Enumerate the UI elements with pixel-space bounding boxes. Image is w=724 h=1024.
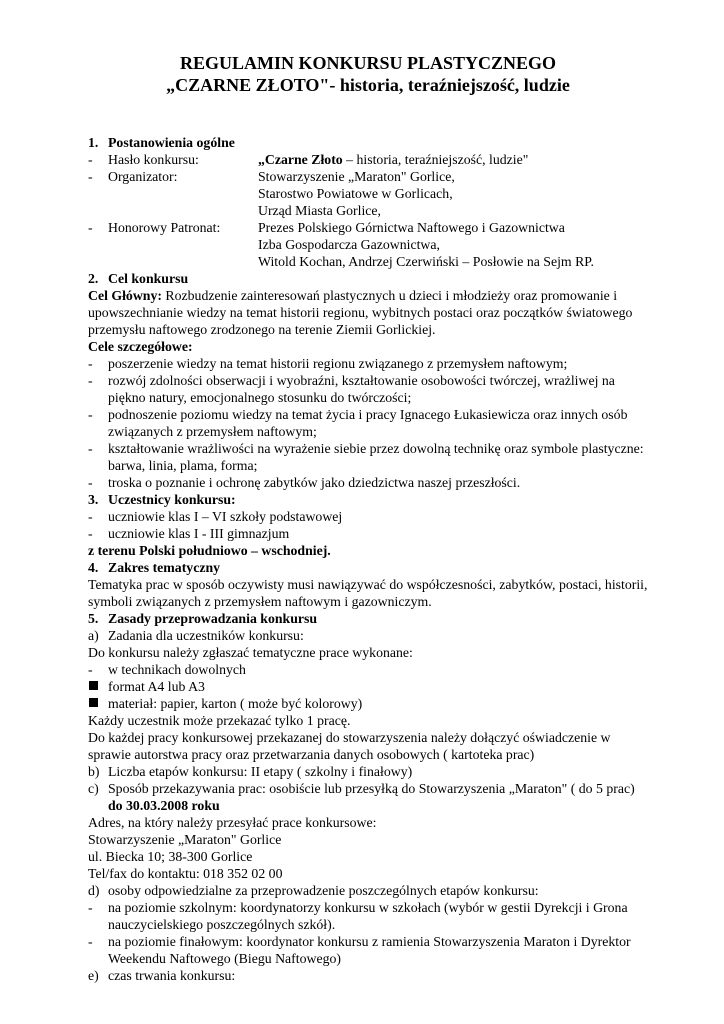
main-goal-paragraph: Cel Główny: Rozbudzenie zainteresowań plastycznych u dzieci i młodzieży oraz promowanie i upowszechnianie wiedzy na temat historii regionu, wybitnych postaci oraz początków światowego przemysłu naftowego zrodzonego na terenie Ziemii Gorlickiej. [88,288,633,337]
list-item: materiał: papier, karton ( może być kolorowy) [88,695,648,712]
list-item: a) Zadania dla uczestników konkursu: [88,628,304,643]
list-item: e) czas trwania konkursu: [88,968,236,983]
region-text: z terenu Polski południowo – wschodniej. [88,543,331,558]
section-3-heading: 3. Uczestnicy konkursu: [88,492,236,507]
section-1-heading: 1. Postanowienia ogólne [88,135,235,150]
patronage-line: Izba Gospodarcza Gazownictwa, [258,237,440,252]
list-item: format A4 lub A3 [88,678,648,695]
square-bullet-icon [89,698,98,707]
organizer-row: - Organizator: Stowarzyszenie „Maraton" Gorlice, [88,169,455,184]
list-item: c) Sposób przekazywania prac: osobiście lub przesyłką do Stowarzyszenia „Maraton" ( do 5 prac) do 30.03.2008 roku [88,781,635,813]
list-item: b) Liczba etapów konkursu: II etapy ( szkolny i finałowy) [88,764,413,779]
address-line: Stowarzyszenie „Maraton" Gorlice [88,832,282,847]
document-title-line1: REGULAMIN KONKURSU PLASTYCZNEGO [179,53,557,73]
list-item: - na poziomie finałowym: koordynator konkursu z ramienia Stowarzyszenia Maraton i Dyrektor Weekendu Naftowego (Biegu Naftowego) [88,934,631,966]
list-item: d) osoby odpowiedzialne za przeprowadzenie poszczególnych etapów konkursu: [88,883,539,898]
organizer-line: Urząd Miasta Gorlice, [258,203,381,218]
one-work-rule: Każdy uczestnik może przekazać tylko 1 pracę. [88,713,351,728]
list-item: - podnoszenie poziomu wiedzy na temat życia i pracy Ignacego Łukasiewicza oraz innych osób związanych z przemysłem naftowym; [88,407,628,439]
list-item: - w technikach dowolnych [88,662,246,677]
list-item: - poszerzenie wiedzy na temat historii regionu związanego z przemysłem naftowym; [88,356,568,371]
address-intro: Adres, na który należy przesyłać prace konkursowe: [88,815,377,830]
detailed-goals-label: Cele szczegółowe: [88,339,193,354]
address-line: ul. Biecka 10; 38-300 Gorlice [88,849,253,864]
address-line: Tel/fax do kontaktu: 018 352 02 00 [88,866,283,881]
list-item: - kształtowanie wrażliwości na wyrażenie siebie przez dowolną technikę oraz symbole plastyczne: barwa, linia, plama, forma; [88,441,644,473]
declaration-rule: Do każdej pracy konkursowej przekazanej do stowarzyszenia należy dołączyć oświadczenie w sprawie autorstwa pracy oraz przetwarzania danych osobowych ( kartoteka prac) [88,730,611,762]
list-item: - uczniowie klas I - III gimnazjum [88,526,290,541]
haslo-row: - Hasło konkursu: „Czarne Złoto – historia, teraźniejszość, ludzie" [88,152,529,167]
section-5-heading: 5. Zasady przeprowadzania konkursu [88,611,318,626]
document-title-line2: „CZARNE ZŁOTO"- historia, teraźniejszość, ludzie [166,75,570,95]
square-bullet-icon [89,681,98,690]
submission-intro: Do konkursu należy zgłaszać tematyczne prace wykonane: [88,645,413,660]
list-item: - troska o poznanie i ochronę zabytków jako dziedzictwa naszej przeszłości. [88,475,521,490]
document-page [88,52,648,984]
organizer-line: Starostwo Powiatowe w Gorlicach, [258,186,453,201]
theme-paragraph: Tematyka prac w sposób oczywisty musi nawiązywać do współczesności, zabytków, postaci, historii, symboli związanych z przemysłem naftowym i gazowniczym. [88,577,648,609]
patronage-line: Witold Kochan, Andrzej Czerwiński – Posłowie na Sejm RP. [258,254,594,269]
list-item: - na poziomie szkolnym: koordynatorzy konkursu w szkołach (wybór w gestii Dyrekcji i Grona nauczycielskiego poszczególnych szkół). [88,900,628,932]
list-item: - rozwój zdolności obserwacji i wyobraźni, kształtowanie osobowości twórczej, wrażliwej na piękno natury, emocjonalnego stosunku do twórczości; [88,373,615,405]
section-4-heading: 4. Zakres tematyczny [88,560,221,575]
list-item: - uczniowie klas I – VI szkoły podstawowej [88,509,343,524]
patronage-row: - Honorowy Patronat: Prezes Polskiego Górnictwa Naftowego i Gazownictwa [88,220,565,235]
section-2-heading: 2. Cel konkursu [88,271,189,286]
